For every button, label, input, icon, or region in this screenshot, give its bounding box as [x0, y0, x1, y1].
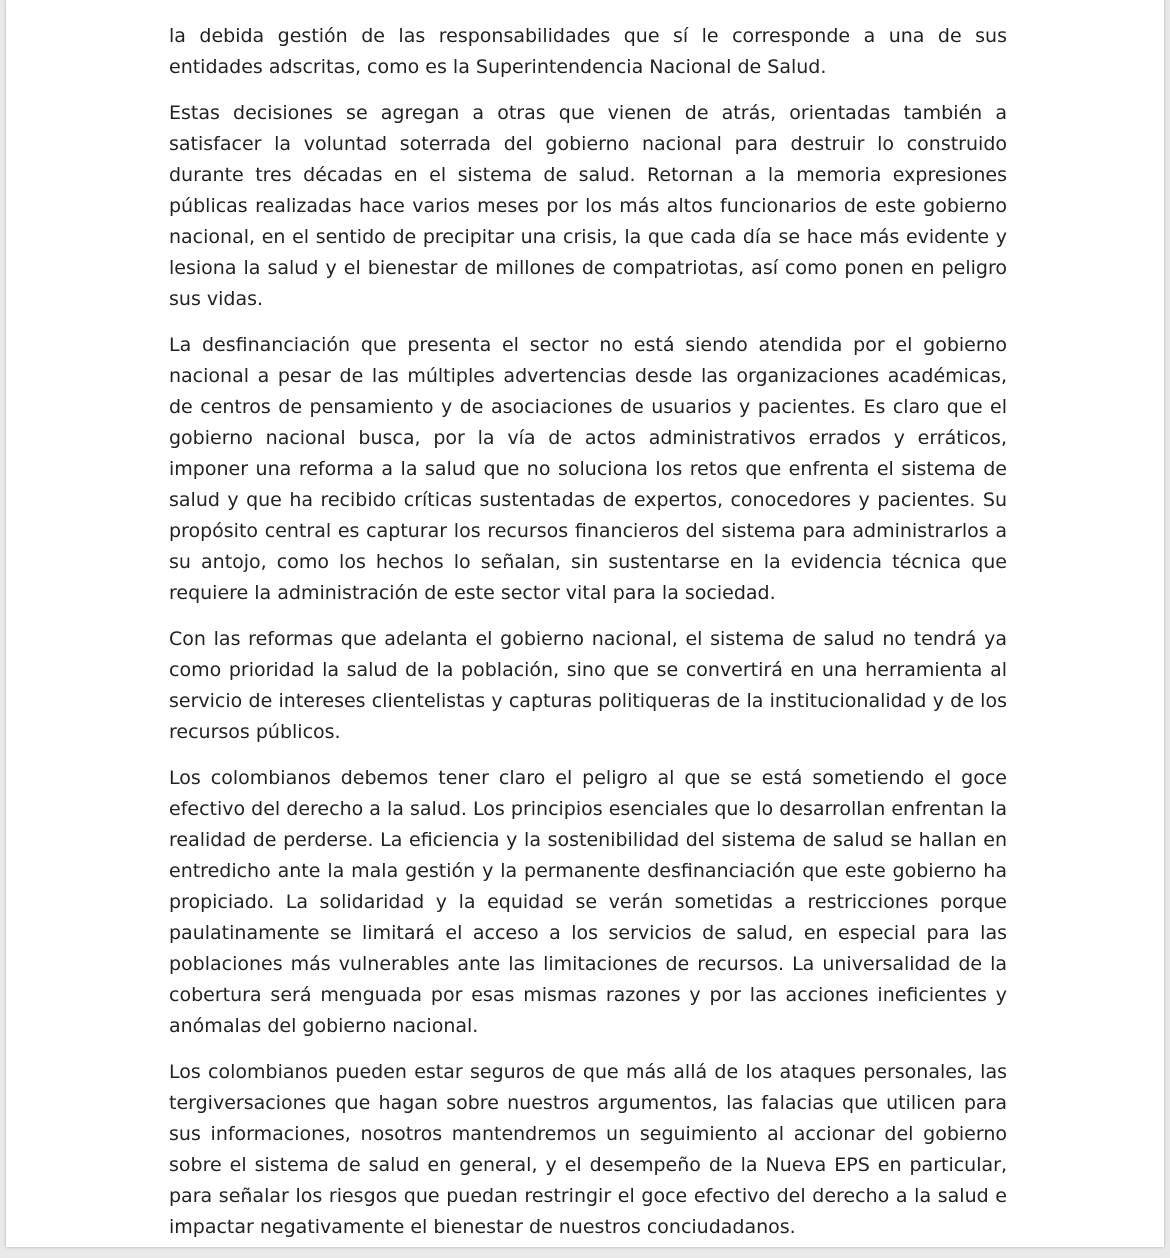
paragraph: Estas decisiones se agregan a otras que vienen de atrás, orientadas también a satisfacer la voluntad soterrada del gobierno nacional para destruir lo construido durante tres décadas en el sistema de salud. Retornan a la memoria expresiones públicas realizadas hace varios meses por los más altos funcionarios de este gobierno nacional, en el sentido de precipitar una crisis, la que cada día se hace más evidente y lesiona la salud y el bienestar de millones de compatriotas, así como ponen en peligro sus vidas. — [169, 102, 1007, 310]
paragraph: Los colombianos pueden estar seguros de que más allá de los ataques personales, las tergiversaciones que hagan sobre nuestros argumentos, las falacias que utilicen para sus informaciones, nosotros mantendremos un seguimiento al accionar del gobierno sobre el sistema de salud en general, y el desempeño de la Nueva EPS en particular, para señalar los riesgos que puedan restringir el goce efectivo del derecho a la salud e impactar negativamente el bienestar de nuestros conciudadanos. — [169, 1061, 1007, 1238]
paragraph: La desfinanciación que presenta el sector no está siendo atendida por el gobierno nacional a pesar de las múltiples advertencias desde las organizaciones académicas, de centros de pensamiento y de asociaciones de usuarios y pacientes. Es claro que el gobierno nacional busca, por la vía de actos administrativos errados y erráticos, imponer una reforma a la salud que no soluciona los retos que enfrenta el sistema de salud y que ha recibido críticas sustentadas de expertos, conocedores y pacientes. Su propósito central es capturar los recursos financieros del sistema para administrarlos a su antojo, como los hechos lo señalan, sin sustentarse en la evidencia técnica que requiere la administración de este sector vital para la sociedad. — [169, 334, 1007, 604]
paragraph: Con las reformas que adelanta el gobierno nacional, el sistema de salud no tendrá ya como prioridad la salud de la población, sino que se convertirá en una herramienta al servicio de intereses clientelistas y capturas politiqueras de la institucionalidad y de los recursos públicos. — [169, 628, 1007, 743]
document-body — [169, 21, 1007, 1258]
document-page — [6, 0, 1164, 1247]
paragraph: la debida gestión de las responsabilidades que sí le corresponde a una de sus entidades adscritas, como es la Superintendencia Nacional de Salud. — [169, 25, 1007, 78]
paragraph: Los colombianos debemos tener claro el peligro al que se está sometiendo el goce efectivo del derecho a la salud. Los principios esenciales que lo desarrollan enfrentan la realidad de perderse. La eficiencia y la sostenibilidad del sistema de salud se hallan en entredicho ante la mala gestión y la permanente desfinanciación que este gobierno ha propiciado. La solidaridad y la equidad se verán sometidas a restricciones porque paulatinamente se limitará el acceso a los servicios de salud, en especial para las poblaciones más vulnerables ante las limitaciones de recursos. La universalidad de la cobertura será menguada por esas mismas razones y por las acciones ineficientes y anómalas del gobierno nacional. — [169, 767, 1007, 1037]
